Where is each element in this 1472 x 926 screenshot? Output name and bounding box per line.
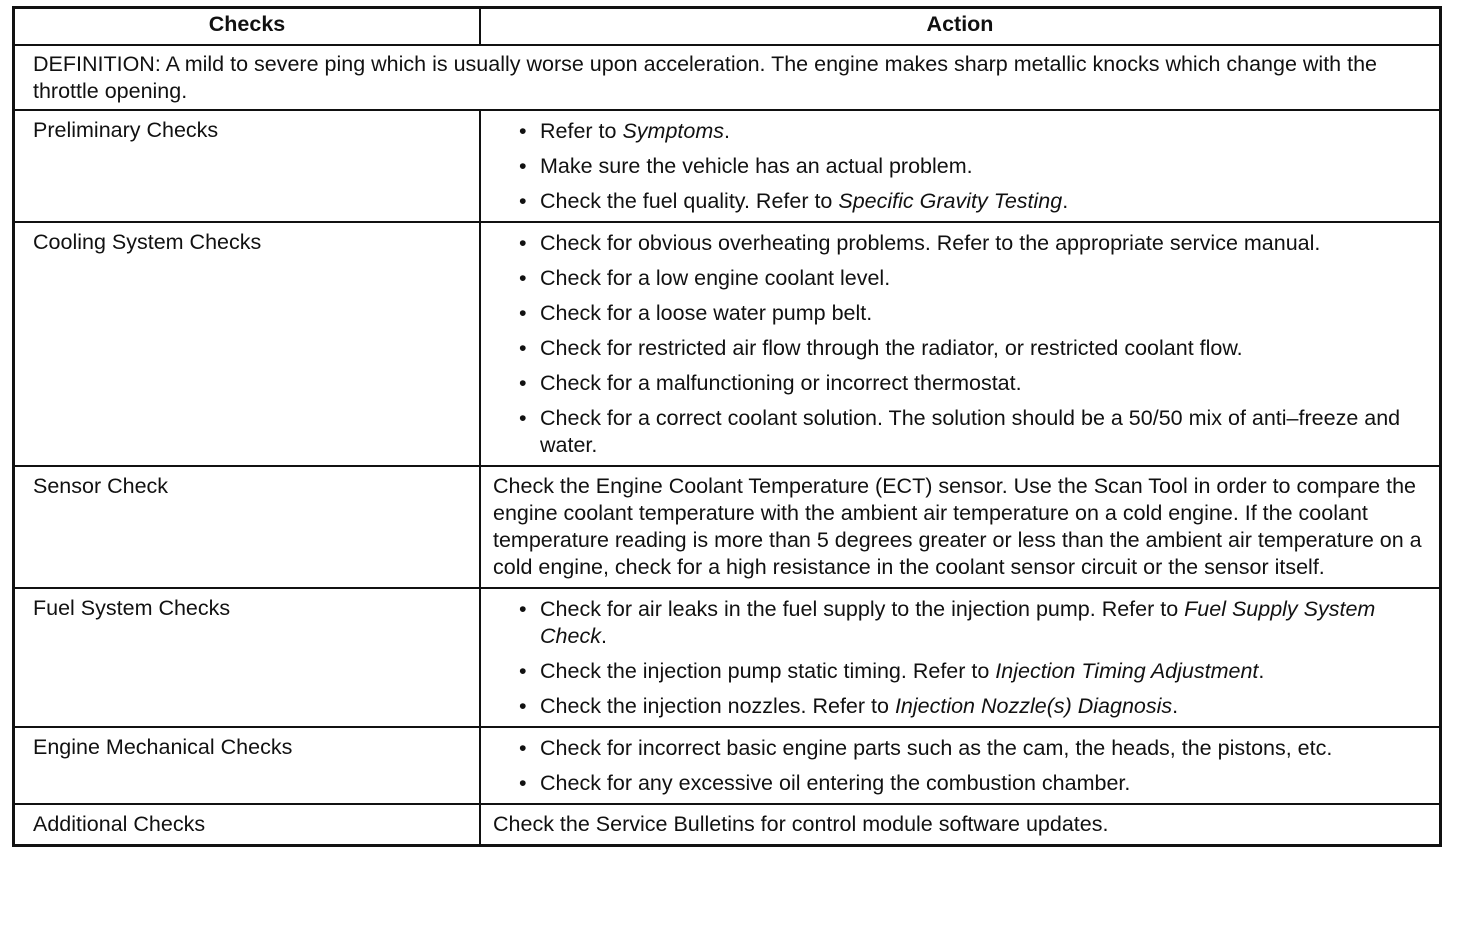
bullet-dot-icon: • [519, 189, 527, 213]
table-row [14, 222, 1441, 466]
bullet-text: Check for incorrect basic engine parts such as the cam, the heads, the pistons, etc. [540, 736, 1333, 760]
check-label: Preliminary Checks [14, 110, 481, 222]
action-cell [480, 466, 1441, 588]
bullet-text: Check for a loose water pump belt. [540, 301, 873, 325]
action-bullet [493, 335, 1427, 362]
check-label: Sensor Check [14, 466, 481, 588]
bullet-dot-icon: • [519, 231, 527, 255]
bullet-dot-icon: • [519, 301, 527, 325]
cross-reference: Symptoms [622, 119, 725, 143]
bullet-dot-icon: • [519, 659, 527, 683]
action-bullet [493, 153, 1427, 180]
action-bullet [493, 230, 1427, 257]
action-bullet [493, 596, 1427, 650]
action-bullet-list [493, 735, 1427, 797]
action-bullet-list [493, 230, 1427, 459]
bullet-text: Check the fuel quality. Refer to [540, 189, 839, 213]
table-row [14, 588, 1441, 727]
action-cell [480, 588, 1441, 727]
bullet-text: Check the injection pump static timing. Refer to [540, 659, 996, 683]
action-paragraph: Check the Service Bulletins for control module software updates. [493, 812, 1109, 836]
table-row [14, 110, 1441, 222]
action-bullet-list [493, 118, 1427, 215]
bullet-text: Check the injection nozzles. Refer to [540, 694, 895, 718]
action-bullet [493, 188, 1427, 215]
bullet-text: Check for obvious overheating problems. Refer to the appropriate service manual. [540, 231, 1321, 255]
action-bullet [493, 693, 1427, 720]
bullet-dot-icon: • [519, 771, 527, 795]
bullet-dot-icon: • [519, 119, 527, 143]
action-cell [480, 110, 1441, 222]
diagnosis-table [12, 6, 1442, 847]
action-bullet [493, 118, 1427, 145]
bullet-text: Check for air leaks in the fuel supply to the injection pump. Refer to [540, 597, 1185, 621]
cross-reference: Fuel Supply System Check [540, 597, 1376, 648]
bullet-tail: . [724, 119, 730, 143]
bullet-dot-icon: • [519, 336, 527, 360]
bullet-dot-icon: • [519, 736, 527, 760]
check-label: Fuel System Checks [14, 588, 481, 727]
bullet-dot-icon: • [519, 597, 527, 621]
definition-row [14, 45, 1441, 110]
action-bullet [493, 300, 1427, 327]
check-label: Cooling System Checks [14, 222, 481, 466]
bullet-text: Check for a correct coolant solution. The solution should be a 50/50 mix of anti–freeze and water. [540, 406, 1401, 457]
header-action: Action [480, 8, 1441, 46]
action-bullet-list [493, 596, 1427, 720]
action-cell [480, 727, 1441, 804]
bullet-text: Make sure the vehicle has an actual problem. [540, 154, 973, 178]
bullet-text: Refer to [540, 119, 623, 143]
definition-text: DEFINITION: A mild to severe ping which is usually worse upon acceleration. The engine makes sharp metallic knocks which change with the throttle opening. [14, 45, 1441, 110]
bullet-tail: . [600, 624, 607, 648]
cross-reference: Specific Gravity Testing [838, 189, 1063, 213]
header-checks: Checks [14, 8, 481, 46]
bullet-dot-icon: • [519, 406, 527, 430]
bullet-tail: . [1062, 189, 1069, 213]
check-label: Engine Mechanical Checks [14, 727, 481, 804]
bullet-dot-icon: • [519, 694, 527, 718]
action-bullet [493, 370, 1427, 397]
bullet-tail: . [1172, 694, 1179, 718]
bullet-text: Check for any excessive oil entering the combustion chamber. [540, 771, 1131, 795]
action-bullet [493, 265, 1427, 292]
action-cell [480, 222, 1441, 466]
action-bullet [493, 405, 1427, 459]
action-paragraph: Check the Engine Coolant Temperature (ECT) sensor. Use the Scan Tool in order to compare the engine coolant temperature with the ambient air temperature on a cold engine. If the coolant temperature reading is more than 5 degrees greater or less than the ambient air temperature on a cold engine, check for a high resistance in the coolant sensor circuit or the sensor itself. [493, 474, 1422, 579]
action-bullet [493, 658, 1427, 685]
bullet-text: Check for restricted air flow through the radiator, or restricted coolant flow. [540, 336, 1243, 360]
bullet-text: Check for a malfunctioning or incorrect thermostat. [540, 371, 1022, 395]
bullet-dot-icon: • [519, 266, 527, 290]
action-cell [480, 804, 1441, 846]
action-bullet [493, 735, 1427, 762]
check-label: Additional Checks [14, 804, 481, 846]
table-row [14, 466, 1441, 588]
header-row [14, 8, 1441, 46]
action-bullet [493, 770, 1427, 797]
bullet-tail: . [1258, 659, 1265, 683]
cross-reference: Injection Nozzle(s) Diagnosis [894, 694, 1173, 718]
bullet-dot-icon: • [519, 154, 527, 178]
cross-reference: Injection Timing Adjustment [995, 659, 1259, 683]
table-row [14, 804, 1441, 846]
bullet-dot-icon: • [519, 371, 527, 395]
bullet-text: Check for a low engine coolant level. [540, 266, 891, 290]
table-row [14, 727, 1441, 804]
